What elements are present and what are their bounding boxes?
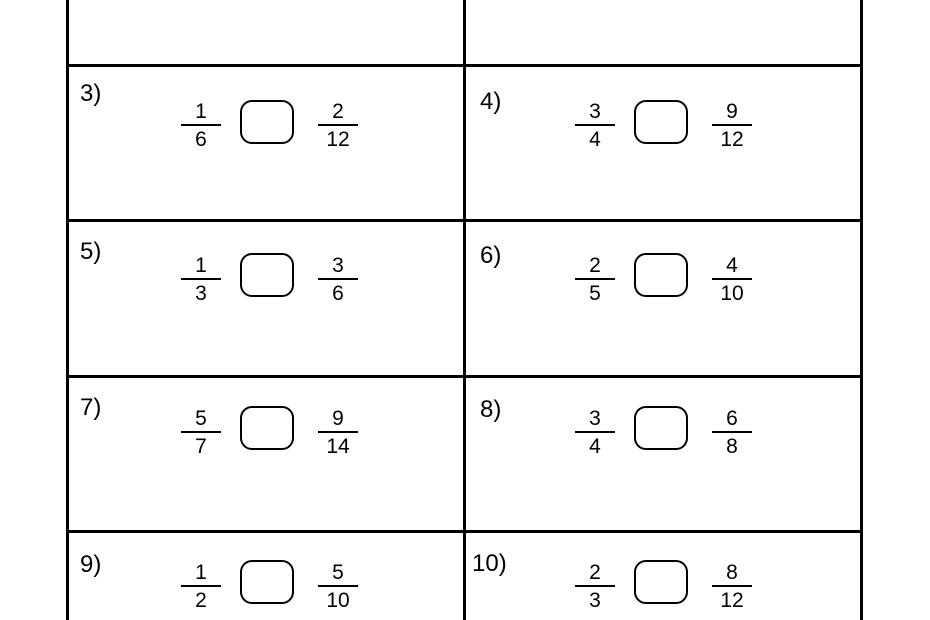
fraction-bar xyxy=(181,585,221,587)
fraction-bar xyxy=(318,124,358,126)
numerator: 8 xyxy=(726,561,738,584)
denominator: 10 xyxy=(720,282,744,305)
problem-number: 10) xyxy=(472,550,507,577)
problem-number: 4) xyxy=(480,88,502,115)
comparison-answer-box[interactable] xyxy=(240,253,294,297)
fraction-right xyxy=(318,408,358,457)
grid-line-row-3 xyxy=(66,375,863,378)
fraction-left xyxy=(181,562,221,611)
denominator: 7 xyxy=(195,435,207,458)
denominator: 12 xyxy=(720,589,744,612)
denominator: 5 xyxy=(589,282,601,305)
denominator: 14 xyxy=(326,435,350,458)
numerator: 3 xyxy=(589,100,601,123)
denominator: 12 xyxy=(720,128,744,151)
fraction-bar xyxy=(181,124,221,126)
numerator: 2 xyxy=(332,100,344,123)
fraction-left xyxy=(181,255,221,304)
comparison-answer-box[interactable] xyxy=(240,406,294,450)
numerator: 2 xyxy=(589,254,601,277)
denominator: 3 xyxy=(589,589,601,612)
denominator: 8 xyxy=(726,435,738,458)
denominator: 10 xyxy=(326,589,350,612)
fraction-bar xyxy=(318,585,358,587)
fraction-left xyxy=(575,408,615,457)
grid-line-row-4 xyxy=(66,530,863,533)
denominator: 12 xyxy=(326,128,350,151)
fraction-right xyxy=(318,255,358,304)
fraction-left xyxy=(181,101,221,150)
fraction-left xyxy=(575,101,615,150)
problem-number: 6) xyxy=(480,242,502,269)
fraction-bar xyxy=(181,278,221,280)
numerator: 6 xyxy=(726,407,738,430)
grid-line-left xyxy=(66,0,69,620)
denominator: 6 xyxy=(332,282,344,305)
fraction-bar xyxy=(318,278,358,280)
fraction-bar xyxy=(712,585,752,587)
numerator: 9 xyxy=(726,100,738,123)
fraction-bar xyxy=(181,431,221,433)
numerator: 4 xyxy=(726,254,738,277)
fraction-left xyxy=(181,408,221,457)
fraction-bar xyxy=(575,124,615,126)
numerator: 2 xyxy=(589,561,601,584)
grid-line-right xyxy=(860,0,863,620)
fraction-left xyxy=(575,562,615,611)
denominator: 2 xyxy=(195,589,207,612)
numerator: 1 xyxy=(195,561,207,584)
denominator: 6 xyxy=(195,128,207,151)
fraction-right xyxy=(712,101,752,150)
fraction-bar xyxy=(712,278,752,280)
fraction-right xyxy=(318,562,358,611)
denominator: 4 xyxy=(589,128,601,151)
denominator: 3 xyxy=(195,282,207,305)
fraction-left xyxy=(575,255,615,304)
problem-number: 3) xyxy=(80,80,102,107)
fraction-bar xyxy=(712,124,752,126)
problem-number: 8) xyxy=(480,396,502,423)
grid-line-middle xyxy=(463,0,466,620)
fraction-bar xyxy=(575,278,615,280)
fraction-bar xyxy=(575,431,615,433)
problem-number: 5) xyxy=(80,238,102,265)
fraction-bar xyxy=(318,431,358,433)
numerator: 1 xyxy=(195,100,207,123)
denominator: 4 xyxy=(589,435,601,458)
numerator: 1 xyxy=(195,254,207,277)
numerator: 9 xyxy=(332,407,344,430)
problem-number: 7) xyxy=(80,394,102,421)
numerator: 5 xyxy=(195,407,207,430)
comparison-answer-box[interactable] xyxy=(240,560,294,604)
fraction-bar xyxy=(712,431,752,433)
numerator: 3 xyxy=(332,254,344,277)
comparison-answer-box[interactable] xyxy=(634,253,688,297)
comparison-answer-box[interactable] xyxy=(634,406,688,450)
grid-line-row-1 xyxy=(66,64,863,67)
fraction-right xyxy=(712,562,752,611)
fraction-right xyxy=(712,408,752,457)
comparison-answer-box[interactable] xyxy=(634,100,688,144)
numerator: 5 xyxy=(332,561,344,584)
fraction-bar xyxy=(575,585,615,587)
grid-line-row-2 xyxy=(66,219,863,222)
comparison-answer-box[interactable] xyxy=(240,100,294,144)
fraction-right xyxy=(712,255,752,304)
comparison-answer-box[interactable] xyxy=(634,560,688,604)
problem-number: 9) xyxy=(80,551,102,578)
numerator: 3 xyxy=(589,407,601,430)
fraction-right xyxy=(318,101,358,150)
